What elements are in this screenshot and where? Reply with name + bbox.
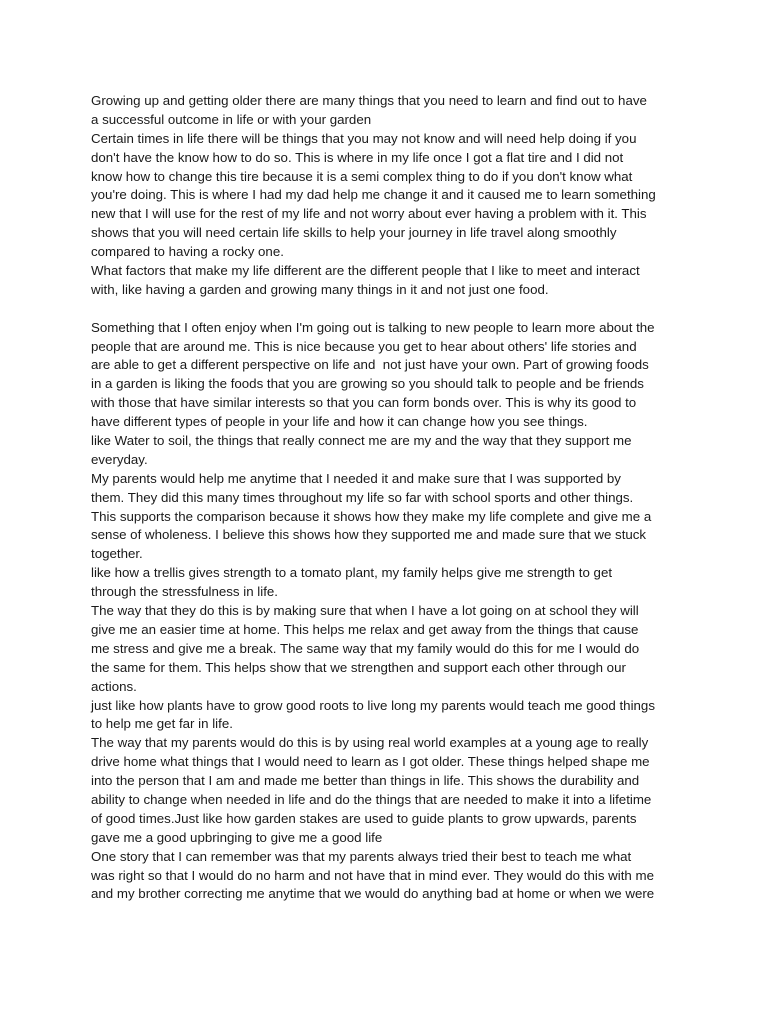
text-line: ability to change when needed in life and do the things that are needed to make it into a lifetime <box>91 791 652 807</box>
text-line: Something that I often enjoy when I'm going out is talking to new people to learn more about the <box>91 319 655 335</box>
text-line: everyday. <box>91 451 148 467</box>
text-line: them. They did this many times throughout my life so far with school sports and other things. <box>91 489 634 505</box>
text-line: with those that have similar interests so that you can form bonds over. This is why its good to <box>91 395 637 411</box>
text-line: a successful outcome in life or with your garden <box>91 111 372 127</box>
text-line: give me an easier time at home. This helps me relax and get away from the things that cause <box>91 621 639 637</box>
text-line: compared to having a rocky one. <box>91 244 284 260</box>
text-line: What factors that make my life different are the different people that I like to meet and interact <box>91 263 640 279</box>
text-line: actions. <box>91 678 137 694</box>
text-line: sense of wholeness. I believe this shows how they supported me and made sure that we stuck <box>91 527 647 543</box>
text-line: don't have the know how to do so. This is where in my life once I got a flat tire and I did not <box>91 149 624 165</box>
text-line: The way that they do this is by making sure that when I have a lot going on at school they will <box>91 603 639 619</box>
text-line: together. <box>91 546 143 562</box>
text-line: into the person that I am and made me better than things in life. This shows the durability and <box>91 773 640 789</box>
text-line: was right so that I would do no harm and not have that in mind ever. They would do this with me <box>91 867 654 883</box>
text-line: to help me get far in life. <box>91 716 233 732</box>
text-line: new that I will use for the rest of my life and not worry about ever having a problem with it. This <box>91 206 647 222</box>
text-line: of good times.Just like how garden stakes are used to guide plants to grow upwards, parents <box>91 810 637 826</box>
text-line: just like how plants have to grow good roots to live long my parents would teach me good things <box>91 697 655 713</box>
text-line: drive home what things that I would need to learn as I got older. These things helped shape me <box>91 754 650 770</box>
text-line: through the stressfulness in life. <box>91 584 278 600</box>
text-line: in a garden is liking the foods that you are growing so you should talk to people and be friends <box>91 376 644 392</box>
text-line: like Water to soil, the things that really connect me are my and the way that they support me <box>91 433 632 449</box>
text-line: have different types of people in your life and how it can change how you see things. <box>91 414 588 430</box>
text-line: My parents would help me anytime that I needed it and make sure that I was supported by <box>91 470 621 486</box>
text-line: the same for them. This helps show that we strengthen and support each other through our <box>91 659 626 675</box>
text-line: like how a trellis gives strength to a tomato plant, my family helps give me strength to get <box>91 565 613 581</box>
text-line: and my brother correcting me anytime that we would do anything bad at home or when we were <box>91 886 655 902</box>
text-line: people that are around me. This is nice because you get to hear about others' life stories and <box>91 338 637 354</box>
text-line: Certain times in life there will be things that you may not know and will need help doing if you <box>91 130 637 146</box>
text-line: me stress and give me a break. The same way that my family would do this for me I would do <box>91 640 640 656</box>
text-line: gave me a good upbringing to give me a good life <box>91 829 383 845</box>
text-line: know how to change this tire because it is a semi complex thing to do if you don't know what <box>91 168 633 184</box>
text-line: Growing up and getting older there are many things that you need to learn and find out to have <box>91 93 647 108</box>
text-line: with, like having a garden and growing many things in it and not just one food. <box>91 281 549 297</box>
text-line: shows that you will need certain life skills to help your journey in life travel along smoothly <box>91 225 617 241</box>
text-line: The way that my parents would do this is by using real world examples at a young age to really <box>91 735 649 751</box>
text-line: you're doing. This is where I had my dad help me change it and it caused me to learn something <box>91 187 656 203</box>
essay-body <box>91 92 691 904</box>
text-line: This supports the comparison because it shows how they make my life complete and give me a <box>91 508 652 524</box>
blank-line <box>91 300 691 319</box>
text-line: are able to get a different perspective on life and not just have your own. Part of growing foods <box>91 357 649 373</box>
text-line: One story that I can remember was that my parents always tried their best to teach me what <box>91 848 632 864</box>
